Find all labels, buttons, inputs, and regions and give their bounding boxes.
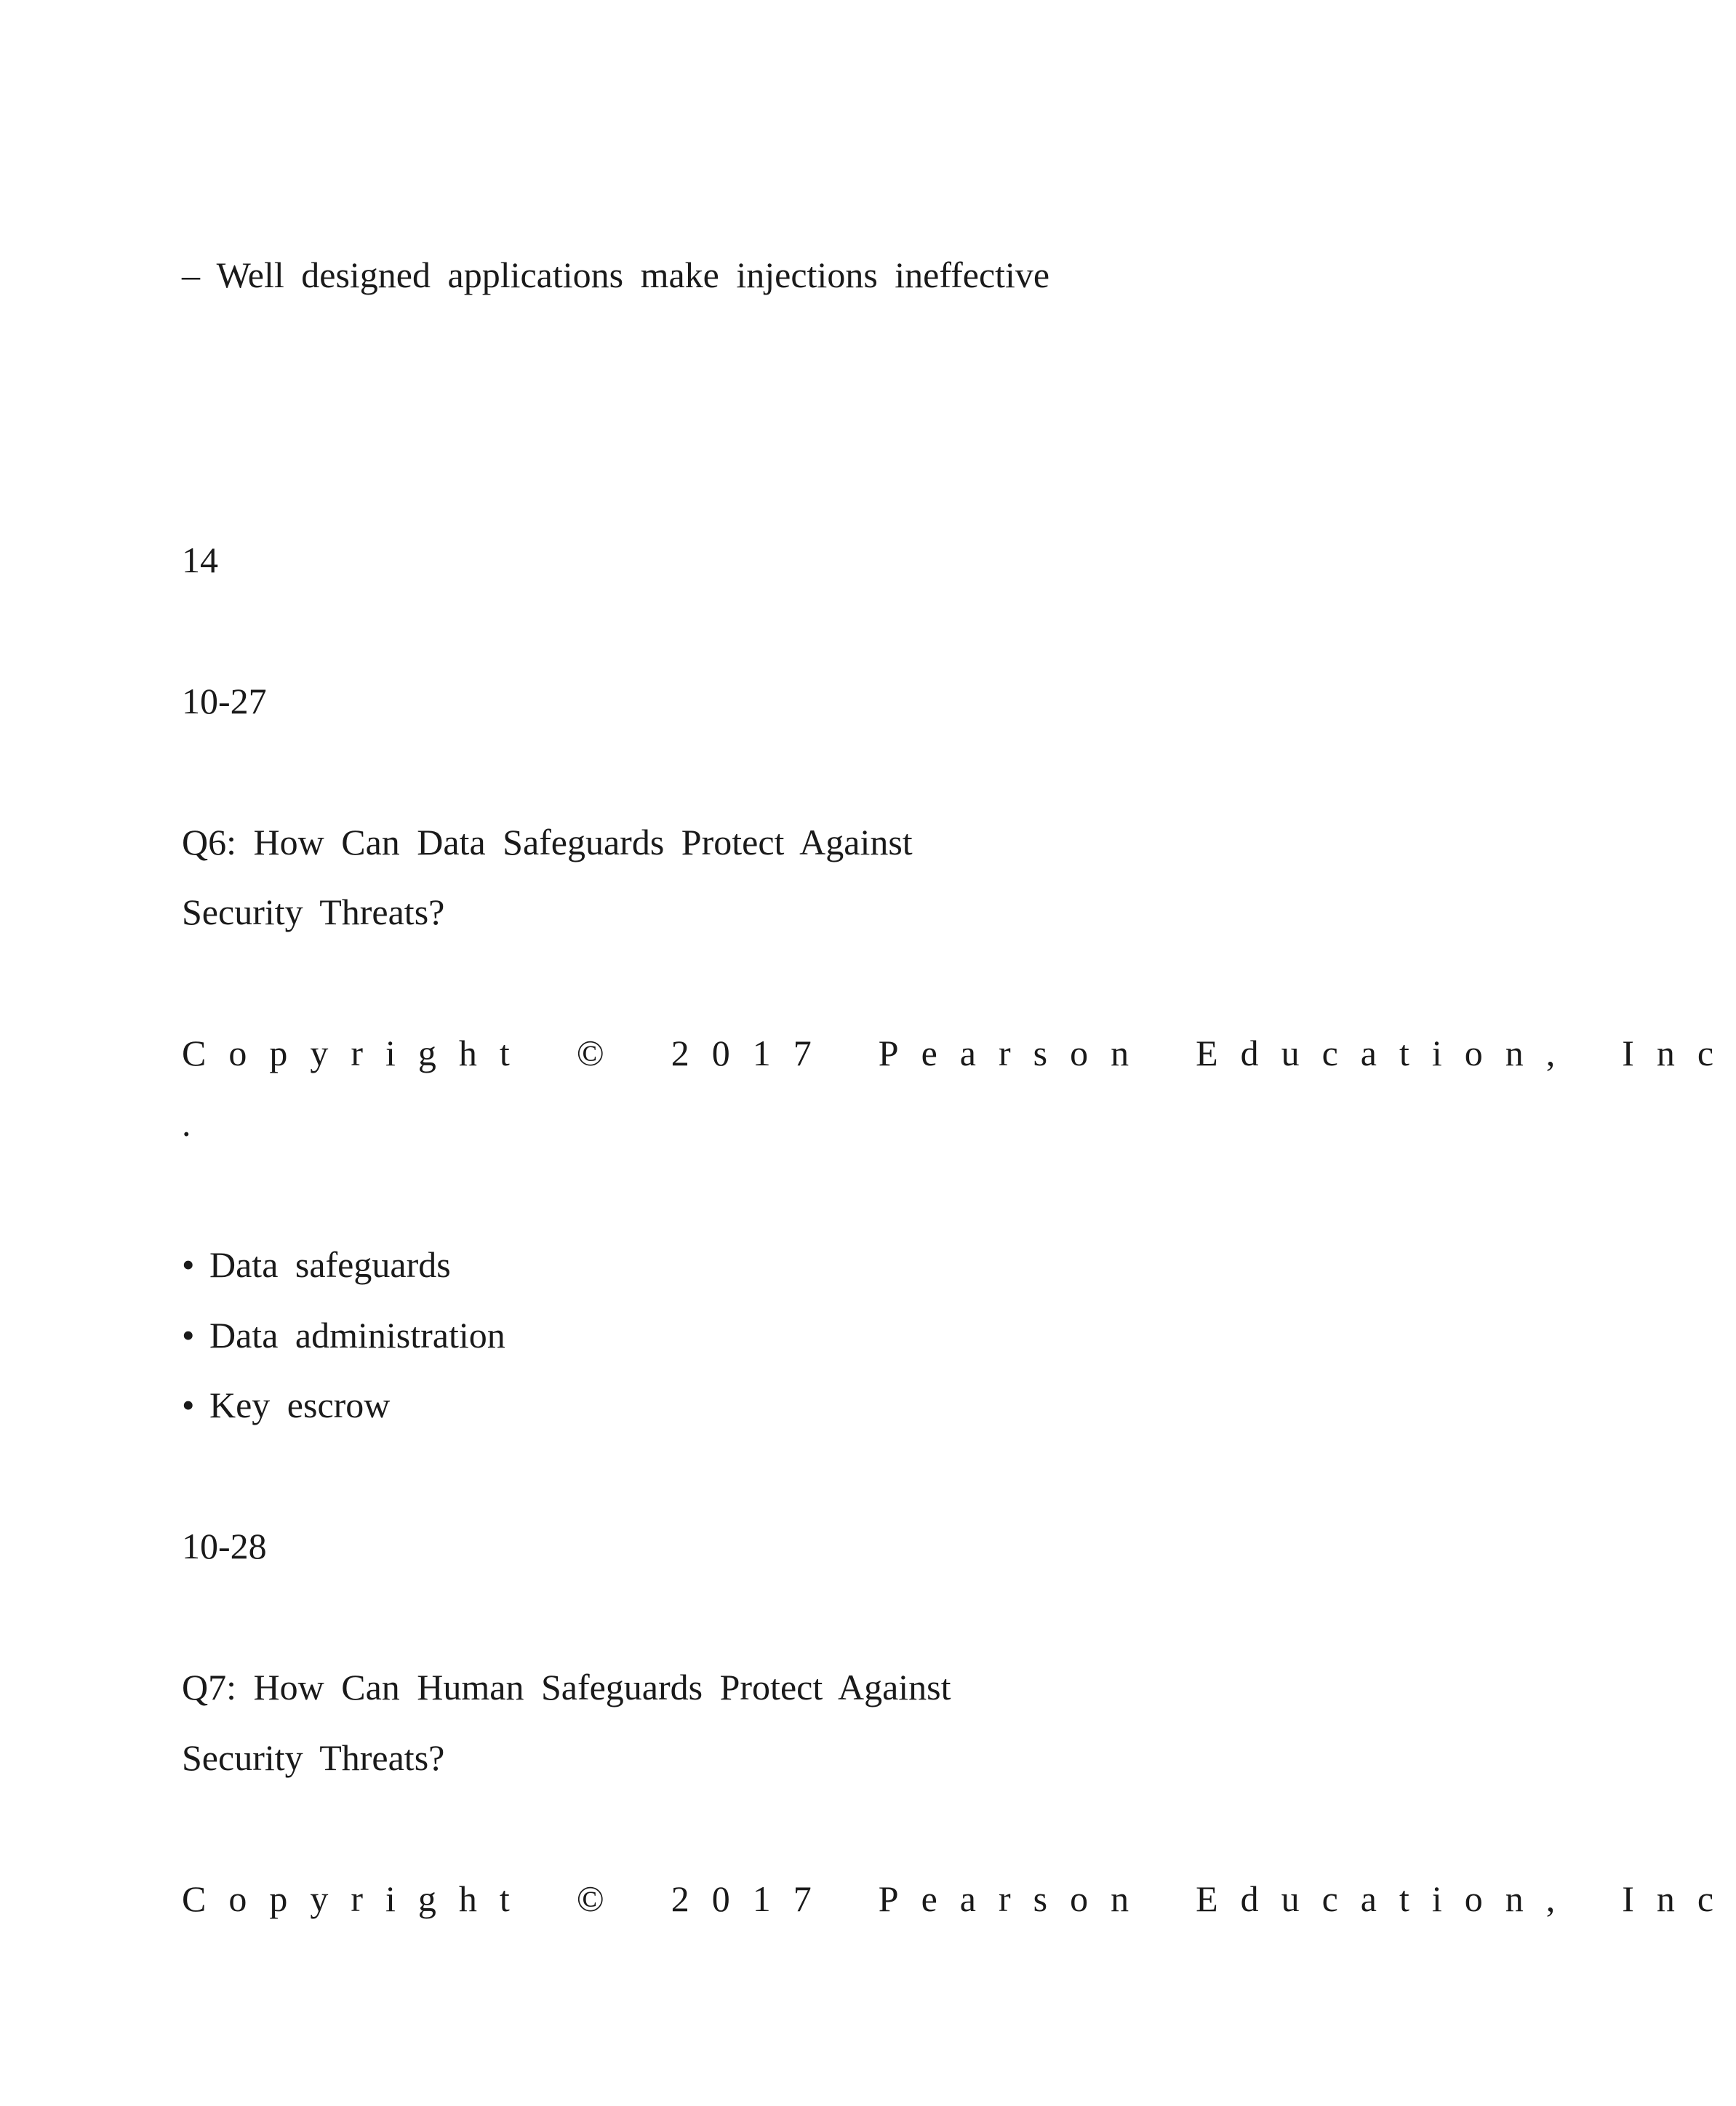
question-7-heading-line-2: Security Threats? <box>182 1737 445 1778</box>
slide-reference-10-27: 10-27 <box>182 681 267 721</box>
question-7-heading-line-1: Q7: How Can Human Safeguards Protect Against <box>182 1667 951 1707</box>
slide-reference-10-28: 10-28 <box>182 1526 267 1566</box>
slide-number: 14 <box>182 540 218 580</box>
bullet-marker: • <box>182 1385 195 1425</box>
copyright-notice-2: Copyright © 2017 Pearson Education, Inc <box>182 1878 1736 1919</box>
copyright-notice-1-period: . <box>182 1103 191 1144</box>
question-6-heading-line-1: Q6: How Can Data Safeguards Protect Against <box>182 822 913 862</box>
list-item <box>182 1313 505 1357</box>
dash-text-line: – Well designed applications make injections ineffective <box>182 255 1050 295</box>
bullet-marker: • <box>182 1315 195 1356</box>
copyright-notice-1: Copyright © 2017 Pearson Education, Inc <box>182 1033 1736 1073</box>
bullet-marker: • <box>182 1244 195 1285</box>
list-item-text: Key escrow <box>209 1385 391 1425</box>
list-item <box>182 1243 451 1286</box>
list-item-text: Data safeguards <box>209 1244 451 1285</box>
list-item <box>182 1383 390 1427</box>
question-6-heading-line-2: Security Threats? <box>182 892 445 932</box>
list-item-text: Data administration <box>209 1315 505 1356</box>
